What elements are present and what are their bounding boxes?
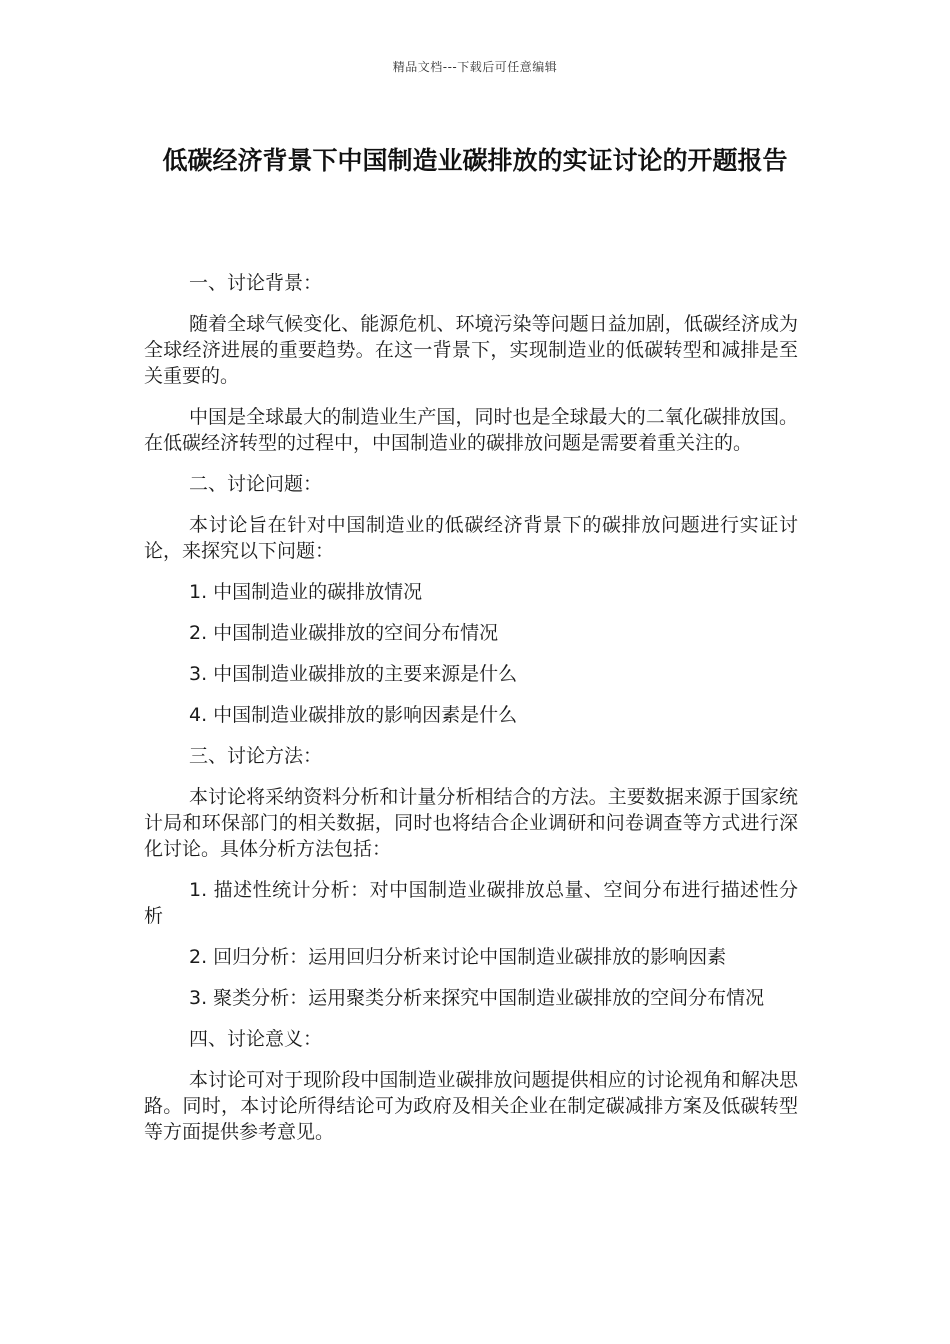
method-item: 1. 描述性统计分析：对中国制造业碳排放总量、空间分布进行描述性分析 (144, 879, 798, 927)
section-heading-significance: 四、讨论意义： (189, 1028, 323, 1050)
method-item: 3. 聚类分析：运用聚类分析来探究中国制造业碳排放的空间分布情况 (189, 987, 765, 1009)
document-title: 低碳经济背景下中国制造业碳排放的实证讨论的开题报告 (162, 146, 788, 175)
document-body (144, 270, 798, 1160)
method-item: 2. 回归分析：运用回归分析来讨论中国制造业碳排放的影响因素 (189, 946, 727, 968)
question-item: 3. 中国制造业碳排放的主要来源是什么 (189, 663, 518, 685)
paragraph-background-2: 中国是全球最大的制造业生产国，同时也是全球最大的二氧化碳排放国。在低碳经济转型的过程中，中国制造业的碳排放问题是需要着重关注的。 (144, 406, 798, 454)
paragraph-methods-intro: 本讨论将采纳资料分析和计量分析相结合的方法。主要数据来源于国家统计局和环保部门的相关数据，同时也将结合企业调研和问卷调查等方式进行深化讨论。具体分析方法包括： (144, 786, 798, 860)
question-item: 2. 中国制造业碳排放的空间分布情况 (189, 622, 499, 644)
header-note: 精品文档---下载后可任意编辑 (392, 60, 558, 74)
question-item: 4. 中国制造业碳排放的影响因素是什么 (189, 704, 518, 726)
section-heading-background: 一、讨论背景： (189, 272, 323, 294)
section-heading-questions: 二、讨论问题： (189, 473, 323, 495)
paragraph-background-1: 随着全球气候变化、能源危机、环境污染等问题日益加剧，低碳经济成为全球经济进展的重要趋势。在这一背景下，实现制造业的低碳转型和减排是至关重要的。 (144, 313, 798, 387)
paragraph-significance: 本讨论可对于现阶段中国制造业碳排放问题提供相应的讨论视角和解决思路。同时，本讨论所得结论可为政府及相关企业在制定碳减排方案及低碳转型等方面提供参考意见。 (144, 1069, 798, 1143)
question-item: 1. 中国制造业的碳排放情况 (189, 581, 423, 603)
paragraph-questions-intro: 本讨论旨在针对中国制造业的低碳经济背景下的碳排放问题进行实证讨论，来探究以下问题： (144, 514, 798, 562)
section-heading-methods: 三、讨论方法： (189, 745, 323, 767)
